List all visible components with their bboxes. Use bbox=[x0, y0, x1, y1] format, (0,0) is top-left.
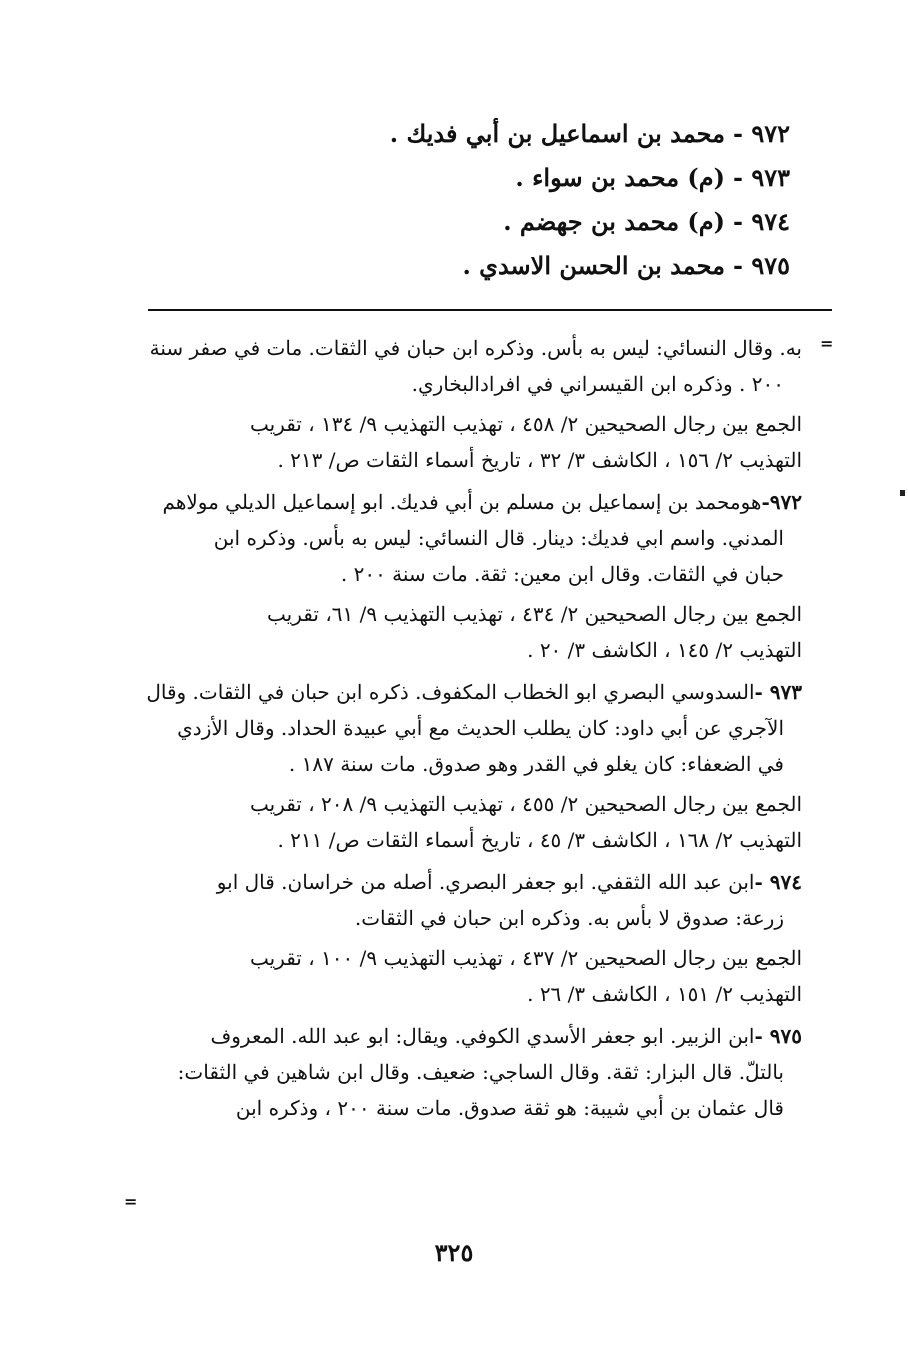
entry-number: ٩٧٣ - bbox=[733, 163, 790, 192]
footnote-line: ابن الزبير. ابو جعفر الأسدي الكوفي. ويقال: ابو عبد الله. المعروف bbox=[210, 1024, 755, 1048]
entry-text: محمد بن اسماعيل بن أبي فديك . bbox=[389, 119, 725, 148]
footnote-line: ابن عبد الله الثقفي. ابو جعفر البصري. أصله من خراسان. قال ابو bbox=[216, 870, 755, 894]
footnote-line: بالتلّ. قال البزار: ثقة. وقال الساجي: ضعيف. وقال ابن شاهين في الثقات: bbox=[177, 1060, 784, 1084]
reference-line: التهذيب ٢/ ١٦٨ ، الكاشف ٣/ ٤٥ ، تاريخ أسماء الثقات ص/ ٢١١ . bbox=[277, 828, 802, 852]
footnote-number: ٩٧٤ - bbox=[754, 870, 802, 894]
footnote-line: حبان في الثقات. وقال ابن معين: ثقة. مات سنة ٢٠٠ . bbox=[340, 562, 784, 586]
footnote-973 bbox=[146, 674, 802, 782]
margin-mark bbox=[900, 490, 905, 496]
footnote-974 bbox=[146, 864, 802, 936]
footnote-references bbox=[146, 786, 802, 858]
main-entry bbox=[270, 200, 790, 244]
footnote-divider bbox=[148, 309, 832, 311]
entry-number: ٩٧٢ - bbox=[733, 119, 790, 148]
footnote-line: المدني. واسم ابي فديك: دينار. قال النسائي: ليس به بأس. وذكره ابن bbox=[213, 526, 784, 550]
footnote-line: قال عثمان بن أبي شيبة: هو ثقة صدوق. مات سنة ٢٠٠ ، وذكره ابن bbox=[235, 1096, 784, 1120]
footnote-975 bbox=[146, 1018, 802, 1126]
reference-line: الجمع بين رجال الصحيحين ٢/ ٤٥٥ ، تهذيب التهذيب ٩/ ٢٠٨ ، تقريب bbox=[249, 792, 802, 816]
continuation-marker-start: = bbox=[820, 334, 834, 353]
reference-line: الجمع بين رجال الصحيحين ٢/ ٤٥٨ ، تهذيب التهذيب ٩/ ١٣٤ ، تقريب bbox=[249, 412, 802, 436]
footnote-references bbox=[146, 596, 802, 668]
reference-line: التهذيب ٢/ ١٤٥ ، الكاشف ٣/ ٢٠ . bbox=[527, 638, 802, 662]
footnote-line: ٢٠٠ . وذكره ابن القيسراني في افرادالبخاري. bbox=[411, 372, 784, 396]
footnote-continued bbox=[146, 330, 802, 402]
main-entry bbox=[270, 156, 790, 200]
entry-number: ٩٧٤ - bbox=[733, 207, 790, 236]
page-number: ٣٢٥ bbox=[434, 1238, 474, 1267]
footnote-number: ٩٧٣ - bbox=[754, 680, 802, 704]
footnote-line: به. وقال النسائي: ليس به بأس. وذكره ابن حبان في الثقات. مات في صفر سنة bbox=[149, 336, 802, 360]
main-entry bbox=[270, 112, 790, 156]
footnote-number: ٩٧٥ - bbox=[754, 1024, 802, 1048]
footnote-references bbox=[146, 406, 802, 478]
reference-line: التهذيب ٢/ ١٥١ ، الكاشف ٣/ ٢٦ . bbox=[527, 982, 802, 1006]
continuation-marker-end: = bbox=[124, 1192, 138, 1211]
footnotes bbox=[146, 330, 802, 1130]
footnote-line: هومحمد بن إسماعيل بن مسلم بن أبي فديك. ابو إسماعيل الديلي مولاهم bbox=[162, 490, 762, 514]
footnote-line: الآجري عن أبي داود: كان يطلب الحديث مع أبي عبيدة الحداد. وقال الأزدي bbox=[177, 716, 784, 740]
footnote-references bbox=[146, 940, 802, 1012]
footnote-972 bbox=[146, 484, 802, 592]
entry-text: محمد بن الحسن الاسدي . bbox=[462, 251, 725, 280]
reference-line: الجمع بين رجال الصحيحين ٢/ ٤٣٧ ، تهذيب التهذيب ٩/ ١٠٠ ، تقريب bbox=[249, 946, 802, 970]
footnote-line: السدوسي البصري ابو الخطاب المكفوف. ذكره ابن حبان في الثقات. وقال bbox=[146, 680, 755, 704]
reference-line: التهذيب ٢/ ١٥٦ ، الكاشف ٣/ ٣٢ ، تاريخ أسماء الثقات ص/ ٢١٣ . bbox=[277, 448, 802, 472]
footnote-line: في الضعفاء: كان يغلو في القدر وهو صدوق. مات سنة ١٨٧ . bbox=[288, 752, 784, 776]
footnote-number: ٩٧٢- bbox=[761, 490, 802, 514]
main-entry bbox=[270, 244, 790, 288]
main-entries-list bbox=[270, 112, 790, 288]
footnote-line: زرعة: صدوق لا بأس به. وذكره ابن حبان في الثقات. bbox=[354, 906, 784, 930]
entry-text: (م) محمد بن جهضم . bbox=[503, 207, 725, 236]
entry-text: (م) محمد بن سواء . bbox=[515, 163, 725, 192]
reference-line: الجمع بين رجال الصحيحين ٢/ ٤٣٤ ، تهذيب التهذيب ٩/ ٦١، تقريب bbox=[267, 602, 802, 626]
entry-number: ٩٧٥ - bbox=[733, 251, 790, 280]
